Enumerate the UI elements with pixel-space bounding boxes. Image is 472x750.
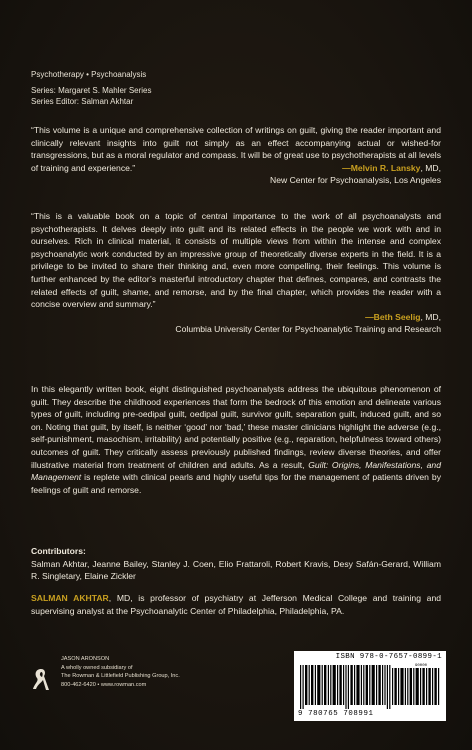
publisher-name: JASON ARONSON — [61, 656, 110, 662]
endorser-affiliation: New Center for Psychoanalysis, Los Angeles — [269, 175, 441, 186]
contributors-list: Salman Akhtar, Jeanne Bailey, Stanley J. Coen, Elio Frattaroli, Robert Kravis, Desy Safán-Gerard, William R. Singletary, Elaine Zickler — [31, 558, 441, 582]
price-code: 90000 — [415, 664, 428, 668]
book-metadata — [31, 69, 152, 107]
endorser-degree: , MD, — [420, 162, 441, 173]
endorsement-lansky — [31, 124, 441, 187]
endorser-name: —Melvin R. Lansky — [342, 162, 421, 173]
contributors-heading: Contributors: — [31, 546, 86, 556]
endorsement-text: “This is a valuable book on a topic of central importance to the work of all psychoanalysts and psychotherapists. It delves deeply into guilt and its related effects in the people we work with and in ourselves. Rich in clinical material, it consists of multiple views from within the intense and complex psychoanalytic work conducted by an impressive group of theoretically diverse experts in the field. It is a privilege to be invited to share their thinking and, even more compelling, their feelings. This volume is further enhanced by the editor’s masterful introductory chapter that defines, compares, and contrasts the related effects of guilt, shame, and remorse, and by the final chapter, which provides the reader with a concise overview and summary.” — [31, 211, 441, 310]
author-name: SALMAN AKHTAR — [31, 593, 109, 603]
publisher-line-2: The Rowman & Littlefield Publishing Group, Inc. — [61, 673, 180, 680]
endorser-affiliation: Columbia University Center for Psychoanalytic Training and Research — [175, 324, 441, 335]
book-description — [31, 383, 441, 496]
book-title-italic: Guilt: Origins, Manifestations, and Management — [31, 459, 441, 483]
publisher-contact: 800-462-6420 • www.rowman.com — [61, 681, 147, 688]
series-editor-label: Series Editor: Salman Akhtar — [31, 97, 134, 106]
endorser-name: —Beth Seelig — [365, 311, 421, 322]
publisher-info — [61, 655, 180, 689]
publisher-line-1: A wholly owned subsidiary of — [61, 664, 133, 671]
contributors-section — [31, 545, 441, 583]
description-text-end: is replete with clinical pearls and highly useful tips for the management of patients driven by feelings of guilt and remorse. — [31, 472, 441, 495]
barcode-graphic — [298, 663, 442, 709]
category-label: Psychotherapy • Psychoanalysis — [31, 70, 147, 79]
endorsement-attribution — [31, 311, 441, 324]
endorsement-seelig — [31, 210, 441, 336]
publisher-block — [31, 653, 180, 703]
endorser-degree: , MD, — [420, 311, 441, 322]
series-label: Series: Margaret S. Mahler Series — [31, 86, 152, 95]
publisher-logo-icon — [31, 667, 51, 693]
description-text: In this elegantly written book, eight distinguished psychoanalysts address the ubiquitous phenomenon of guilt. They describe the childhood experiences that form the bedrock of this emotion and delineate various types of guilt, including pre-oedipal guilt, oedipal guilt, survivor guilt, separation guilt, induced guilt, and so on. Noting that guilt, by itself, is neither ‘good’ nor ‘bad,’ these master clinicians highlight the adverse (e.g., self-punishment, masochism, irritability) and potentially positive (e.g., reparation, helpfulness toward others) outcomes of guilt. They critically assess previously published findings, review diverse theories, and offer illustrative material from treatment of children and adults. As a result, — [31, 384, 441, 470]
isbn-label: ISBN 978-0-7657-0899-1 — [335, 653, 442, 661]
author-bio — [31, 592, 441, 617]
isbn-barcode — [294, 651, 446, 721]
barcode-number: 9 780765 708991 — [298, 710, 374, 718]
endorsement-text: “This volume is a unique and comprehensive collection of writings on guilt, giving the reader important and clinically relevant insights into guilt not simply as an effect accompanying actual or wished-for transgressions, but as a moral regulator and compass. It will be of great use to psychotherapists at all levels of training and experience.” — [31, 125, 441, 173]
author-bio-text: , MD, is professor of psychiatry at Jefferson Medical College and training and supervising analyst at the Psychoanalytic Center of Philadelphia, Philadelphia, PA. — [31, 593, 442, 616]
